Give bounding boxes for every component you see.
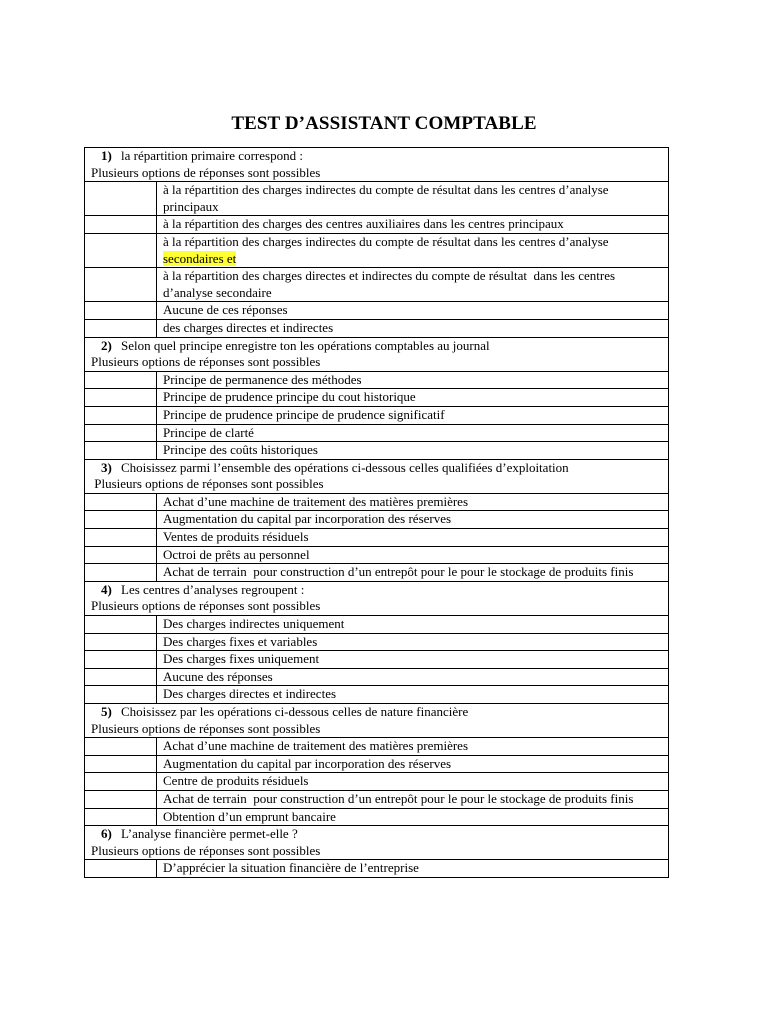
question-header-row [85, 148, 669, 182]
option-text-cell [157, 860, 669, 878]
question-subtitle: Plusieurs options de réponses sont possibles [91, 598, 321, 614]
option-text: Octroi de prêts au personnel [163, 546, 310, 562]
answer-checkbox-cell[interactable] [85, 182, 157, 216]
option-text: Augmentation du capital par incorporation des réserves [163, 755, 452, 771]
question-header-row [85, 826, 669, 860]
question-header-cell [85, 148, 669, 182]
answer-checkbox-cell[interactable] [85, 233, 157, 267]
option-row [85, 738, 669, 756]
answer-checkbox-cell[interactable] [85, 755, 157, 773]
option-text: Achat d’une machine de traitement des matières premières [163, 493, 469, 509]
question-line [91, 704, 664, 721]
option-row [85, 668, 669, 686]
option-text-cell [157, 424, 669, 442]
option-text: Obtention d’un emprunt bancaire [163, 808, 336, 824]
option-row [85, 511, 669, 529]
option-text: Des charges fixes et variables [163, 633, 318, 649]
answer-checkbox-cell[interactable] [85, 738, 157, 756]
option-text: D’apprécier la situation financière de l’entreprise [163, 860, 419, 876]
option-row [85, 319, 669, 337]
question-header-cell [85, 826, 669, 860]
option-text: Principe de prudence principe du cout historique [163, 389, 416, 405]
option-row [85, 546, 669, 564]
option-row [85, 371, 669, 389]
option-text: Achat de terrain pour construction d’un entrepôt pour le pour le stockage de produits finis [163, 790, 634, 806]
question-text: Choisissez par les opérations ci-dessous celles de nature financière [121, 704, 469, 719]
answer-checkbox-cell[interactable] [85, 808, 157, 826]
answer-checkbox-cell[interactable] [85, 268, 157, 302]
answer-checkbox-cell[interactable] [85, 216, 157, 234]
question-header-row [85, 581, 669, 615]
question-subtitle: Plusieurs options de réponses sont possibles [91, 720, 321, 736]
question-number: 5) [101, 704, 112, 719]
option-text-cell [157, 302, 669, 320]
option-text-cell [157, 686, 669, 704]
option-text: Aucune des réponses [163, 668, 273, 684]
question-number: 3) [101, 459, 112, 475]
option-text-cell [157, 755, 669, 773]
question-text: L’analyse financière permet-elle ? [121, 826, 298, 842]
answer-checkbox-cell[interactable] [85, 529, 157, 547]
question-number: 4) [101, 581, 112, 597]
question-subtitle: Plusieurs options de réponses sont possibles [91, 164, 321, 180]
answer-checkbox-cell[interactable] [85, 511, 157, 529]
option-text-cell [157, 773, 669, 791]
option-text-cell [157, 216, 669, 234]
questions-table-body [85, 148, 669, 878]
option-row [85, 651, 669, 669]
option-row [85, 182, 669, 216]
option-text: Principe des coûts historiques [163, 442, 318, 458]
question-subtitle: Plusieurs options de réponses sont possibles [91, 354, 321, 370]
option-text-cell [157, 616, 669, 634]
option-row [85, 233, 669, 267]
option-text: Aucune de ces réponses [163, 302, 288, 318]
question-number: 2) [101, 337, 112, 353]
question-header-cell [85, 581, 669, 615]
option-row [85, 268, 669, 302]
option-row [85, 424, 669, 442]
option-text: Des charges directes et indirectes [163, 686, 337, 702]
answer-checkbox-cell[interactable] [85, 493, 157, 511]
option-text: Achat d’une machine de traitement des matières premières [163, 738, 469, 754]
option-text: Des charges fixes uniquement [163, 651, 320, 667]
option-text-cell [157, 182, 669, 216]
option-text-cell [157, 651, 669, 669]
answer-checkbox-cell[interactable] [85, 389, 157, 407]
option-row [85, 860, 669, 878]
option-text: à la répartition des charges indirectes du compte de résultat dans les centres d’analyse [163, 233, 612, 249]
option-row [85, 686, 669, 704]
option-text-cell [157, 790, 669, 808]
option-row [85, 564, 669, 582]
option-row [85, 216, 669, 234]
question-text: la répartition primaire correspond : [121, 148, 303, 163]
option-row [85, 633, 669, 651]
question-line [91, 338, 664, 355]
question-header-cell [85, 704, 669, 738]
question-header-row [85, 459, 669, 493]
option-row [85, 790, 669, 808]
highlighted-text: secondaires et [163, 250, 237, 266]
option-row [85, 406, 669, 424]
question-number: 6) [101, 826, 112, 842]
option-text: Principe de clarté [163, 424, 254, 440]
answer-checkbox-cell[interactable] [85, 633, 157, 651]
option-text: Ventes de produits résiduels [163, 529, 309, 545]
answer-checkbox-cell[interactable] [85, 302, 157, 320]
option-text-cell [157, 564, 669, 582]
option-text-cell [157, 442, 669, 460]
option-row [85, 493, 669, 511]
question-text: Selon quel principe enregistre ton les opérations comptables au journal [121, 337, 490, 353]
answer-checkbox-cell[interactable] [85, 371, 157, 389]
answer-checkbox-cell[interactable] [85, 790, 157, 808]
question-header-row [85, 704, 669, 738]
answer-checkbox-cell[interactable] [85, 319, 157, 337]
answer-checkbox-cell[interactable] [85, 616, 157, 634]
option-text-cell [157, 511, 669, 529]
question-header-cell [85, 459, 669, 493]
question-subtitle: Plusieurs options de réponses sont possibles [91, 476, 324, 492]
answer-checkbox-cell[interactable] [85, 424, 157, 442]
question-text: Les centres d’analyses regroupent : [121, 581, 305, 597]
option-row [85, 616, 669, 634]
option-text-cell [157, 493, 669, 511]
option-row [85, 302, 669, 320]
option-row [85, 389, 669, 407]
option-text: à la répartition des charges indirectes du compte de résultat dans les centres d’analyse principaux [163, 182, 612, 214]
question-text: Choisissez parmi l’ensemble des opérations ci-dessous celles qualifiées d’exploitation [121, 459, 569, 475]
document-title: TEST D’ASSISTANT COMPTABLE [231, 113, 537, 134]
answer-checkbox-cell[interactable] [85, 564, 157, 582]
option-text-cell [157, 233, 669, 267]
option-row [85, 529, 669, 547]
option-row [85, 808, 669, 826]
question-subtitle: Plusieurs options de réponses sont possibles [91, 842, 321, 858]
questions-table [84, 147, 669, 878]
option-text-cell [157, 389, 669, 407]
question-header-cell [85, 337, 669, 371]
option-text: des charges directes et indirectes [163, 319, 334, 335]
answer-checkbox-cell[interactable] [85, 668, 157, 686]
question-line [91, 582, 664, 599]
question-header-row [85, 337, 669, 371]
option-text: Achat de terrain pour construction d’un entrepôt pour le pour le stockage de produits finis [163, 564, 634, 580]
answer-checkbox-cell[interactable] [85, 651, 157, 669]
answer-checkbox-cell[interactable] [85, 686, 157, 704]
option-text-cell [157, 808, 669, 826]
option-text-cell [157, 371, 669, 389]
option-text: Augmentation du capital par incorporation des réserves [163, 511, 452, 527]
option-text-cell [157, 633, 669, 651]
answer-checkbox-cell[interactable] [85, 546, 157, 564]
question-number: 1) [101, 148, 112, 163]
option-text-cell [157, 668, 669, 686]
option-text-cell [157, 529, 669, 547]
option-text-cell [157, 268, 669, 302]
answer-checkbox-cell[interactable] [85, 406, 157, 424]
option-row [85, 773, 669, 791]
answer-checkbox-cell[interactable] [85, 442, 157, 460]
option-text-cell [157, 546, 669, 564]
answer-checkbox-cell[interactable] [85, 773, 157, 791]
option-text: à la répartition des charges des centres auxiliaires dans les centres principaux [163, 216, 564, 232]
option-text: à la répartition des charges directes et indirectes du compte de résultat dans les centres d’analyse secondaire [163, 268, 619, 300]
question-line [91, 148, 664, 165]
option-text: Centre de produits résiduels [163, 773, 309, 789]
option-row [85, 442, 669, 460]
option-text-cell [157, 738, 669, 756]
option-text: Principe de permanence des méthodes [163, 371, 362, 387]
option-text-cell [157, 406, 669, 424]
option-text-cell [157, 319, 669, 337]
option-row [85, 755, 669, 773]
question-line [91, 460, 664, 477]
question-line [91, 826, 664, 843]
answer-checkbox-cell[interactable] [85, 860, 157, 878]
option-text: Des charges indirectes uniquement [163, 616, 345, 632]
option-text: Principe de prudence principe de prudence significatif [163, 406, 445, 422]
